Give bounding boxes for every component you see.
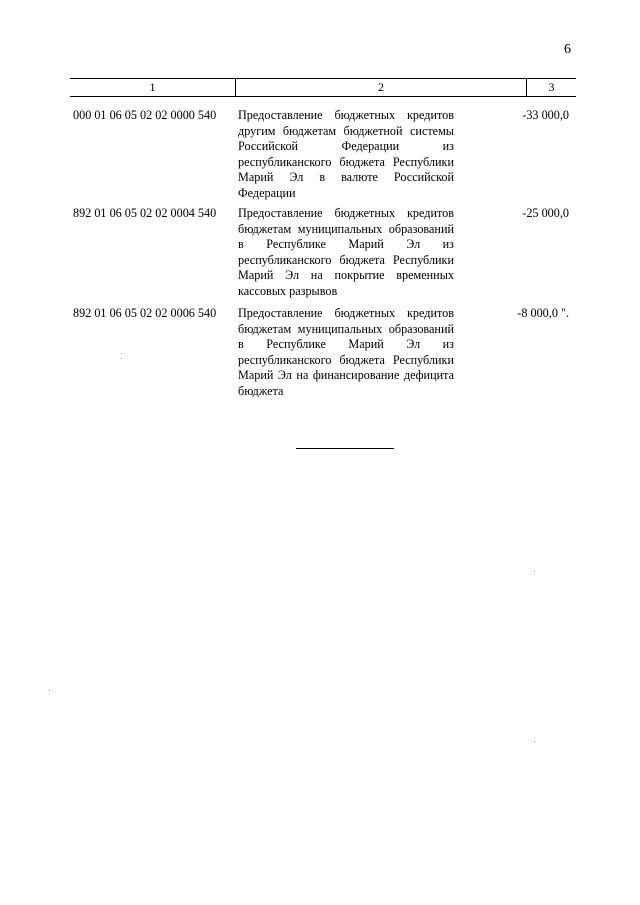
row-description: Предоставление бюджетных кредитов другим бюджетам бюджетной системы Российской Федерации из республиканского бюджета Республики Марий Эл в валюте Российской Федерации [238, 108, 454, 200]
budget-code: 892 01 06 05 02 02 0006 540 [73, 306, 217, 320]
page-number: 6 [564, 42, 571, 57]
scan-speck [534, 571, 535, 572]
table-header [70, 78, 576, 97]
row-amount: -33 000,0 [522, 108, 569, 122]
table-row [73, 306, 573, 401]
row-amount: -8 000,0 ". [517, 306, 569, 320]
row-description: Предоставление бюджетных кредитов бюджетам муниципальных образований в Республике Марий Эл из республиканского бюджета Республики Марий Эл на финансирование дефицита бюджета [238, 306, 454, 398]
closing-rule [296, 448, 394, 449]
table-row [73, 108, 573, 203]
row-amount: -25 000,0 [522, 206, 569, 220]
scan-speck [121, 358, 122, 359]
scan-speck [49, 690, 50, 691]
scan-speck [534, 741, 535, 742]
column-header-1: 1 [70, 79, 236, 96]
column-header-2: 2 [236, 79, 527, 96]
column-header-3: 3 [548, 80, 555, 94]
budget-code: 000 01 06 05 02 02 0000 540 [73, 108, 217, 122]
row-description: Предоставление бюджетных кредитов бюджетам муниципальных образований в Республике Марий Эл из республиканского бюджета Республики Марий Эл на покрытие временных кассовых разрывов [238, 206, 454, 298]
budget-code: 892 01 06 05 02 02 0004 540 [73, 206, 217, 220]
table-row [73, 206, 573, 301]
